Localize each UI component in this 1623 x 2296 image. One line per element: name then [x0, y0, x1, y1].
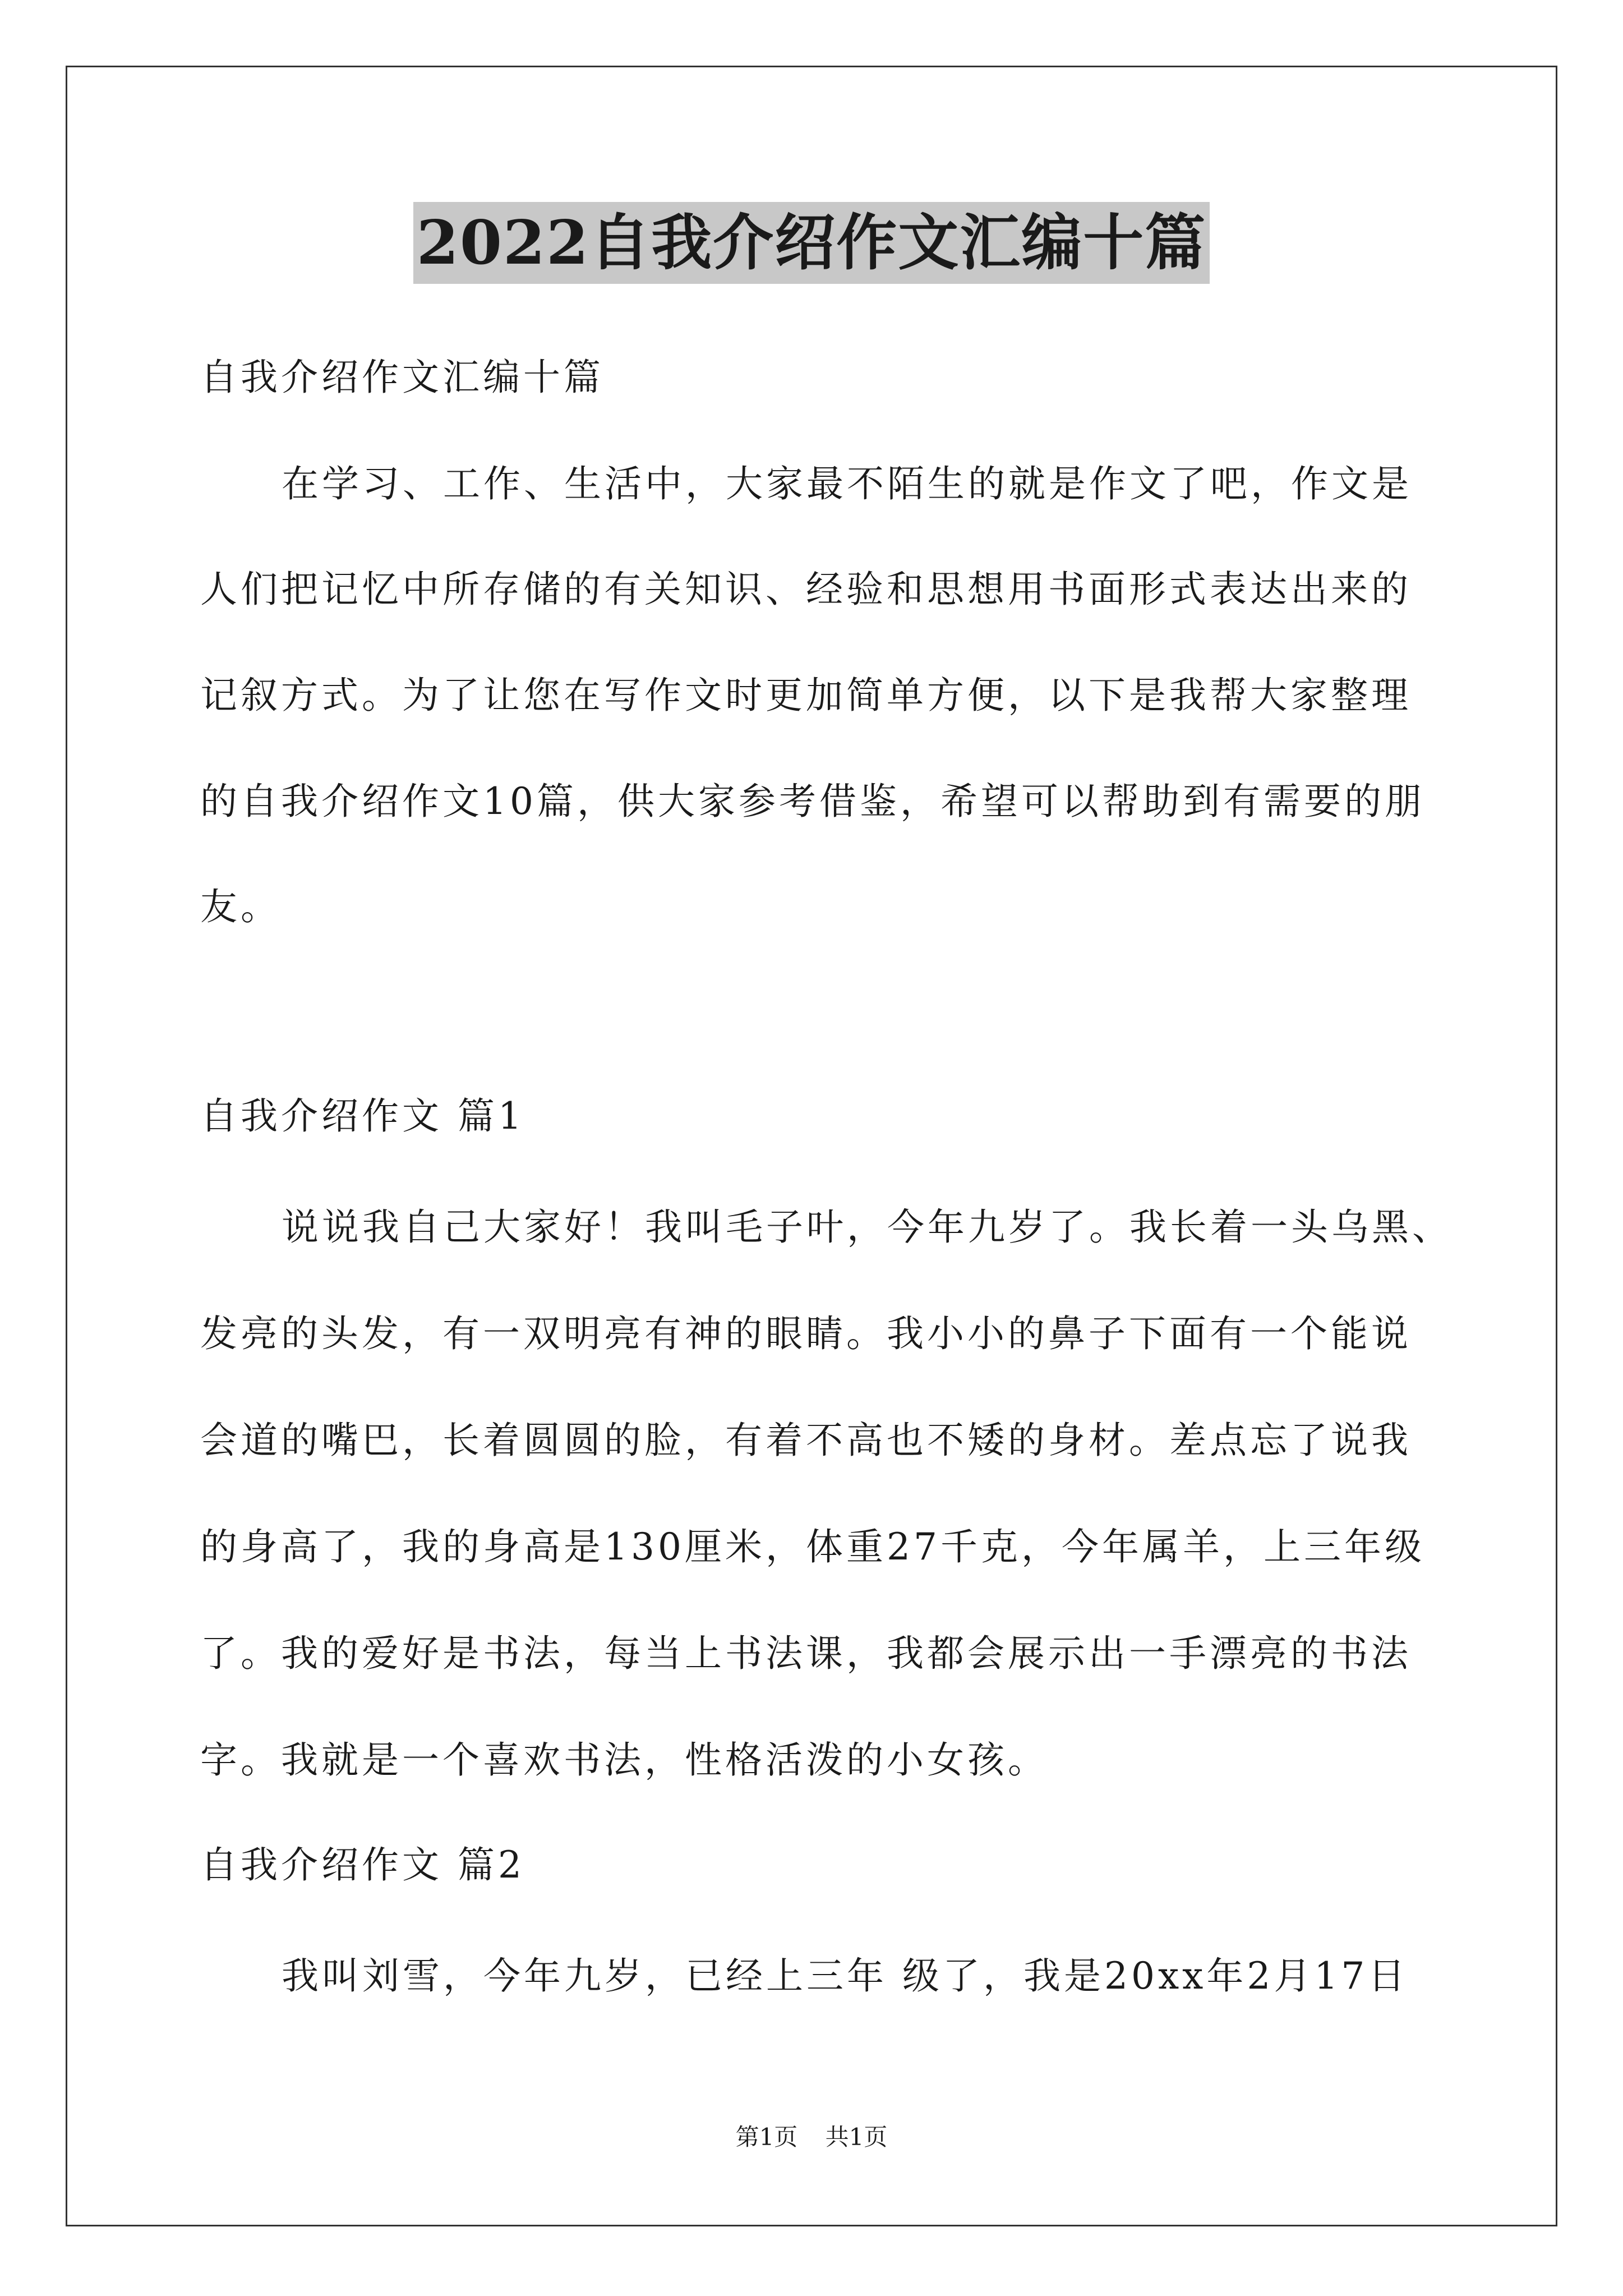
intro-line: 友。	[200, 885, 281, 928]
section1-line: 字。我就是一个喜欢书法，性格活泼的小女孩。	[200, 1738, 1048, 1782]
page-number-current: 第1页	[735, 2123, 798, 2151]
section-heading-1: 自我介绍作文 篇1	[200, 1094, 525, 1138]
title-container	[0, 202, 1623, 284]
intro-line: 在学习、工作、生活中，大家最不陌生的就是作文了吧，作文是	[282, 462, 1412, 505]
section1-line: 的身高了，我的身高是130厘米，体重27千克，今年属羊，上三年级	[200, 1525, 1425, 1568]
section2-line: 我叫刘雪，今年九岁，已经上三年 级了，我是20xx年2月17日	[282, 1954, 1409, 1998]
section1-line: 发亮的头发，有一双明亮有神的眼睛。我小小的鼻子下面有一个能说	[200, 1312, 1412, 1355]
document-title: 2022自我介绍作文汇编十篇	[413, 202, 1210, 284]
intro-line: 的自我介绍作文10篇，供大家参考借鉴，希望可以帮助到有需要的朋	[200, 780, 1425, 823]
section1-line: 说说我自己大家好！我叫毛子叶，今年九岁了。我长着一头乌黑、	[282, 1205, 1453, 1249]
intro-line: 人们把记忆中所存储的有关知识、经验和思想用书面形式表达出来的	[200, 568, 1412, 611]
section1-line: 会道的嘴巴，长着圆圆的脸，有着不高也不矮的身材。差点忘了说我	[200, 1419, 1412, 1462]
page-footer	[0, 2120, 1623, 2154]
intro-line: 记叙方式。为了让您在写作文时更加简单方便，以下是我帮大家整理	[200, 674, 1412, 717]
document-subtitle: 自我介绍作文汇编十篇	[200, 356, 604, 399]
section1-line: 了。我的爱好是书法，每当上书法课，我都会展示出一手漂亮的书法	[200, 1632, 1412, 1675]
section-heading-2: 自我介绍作文 篇2	[200, 1843, 525, 1887]
page-number-total: 共1页	[825, 2123, 888, 2151]
